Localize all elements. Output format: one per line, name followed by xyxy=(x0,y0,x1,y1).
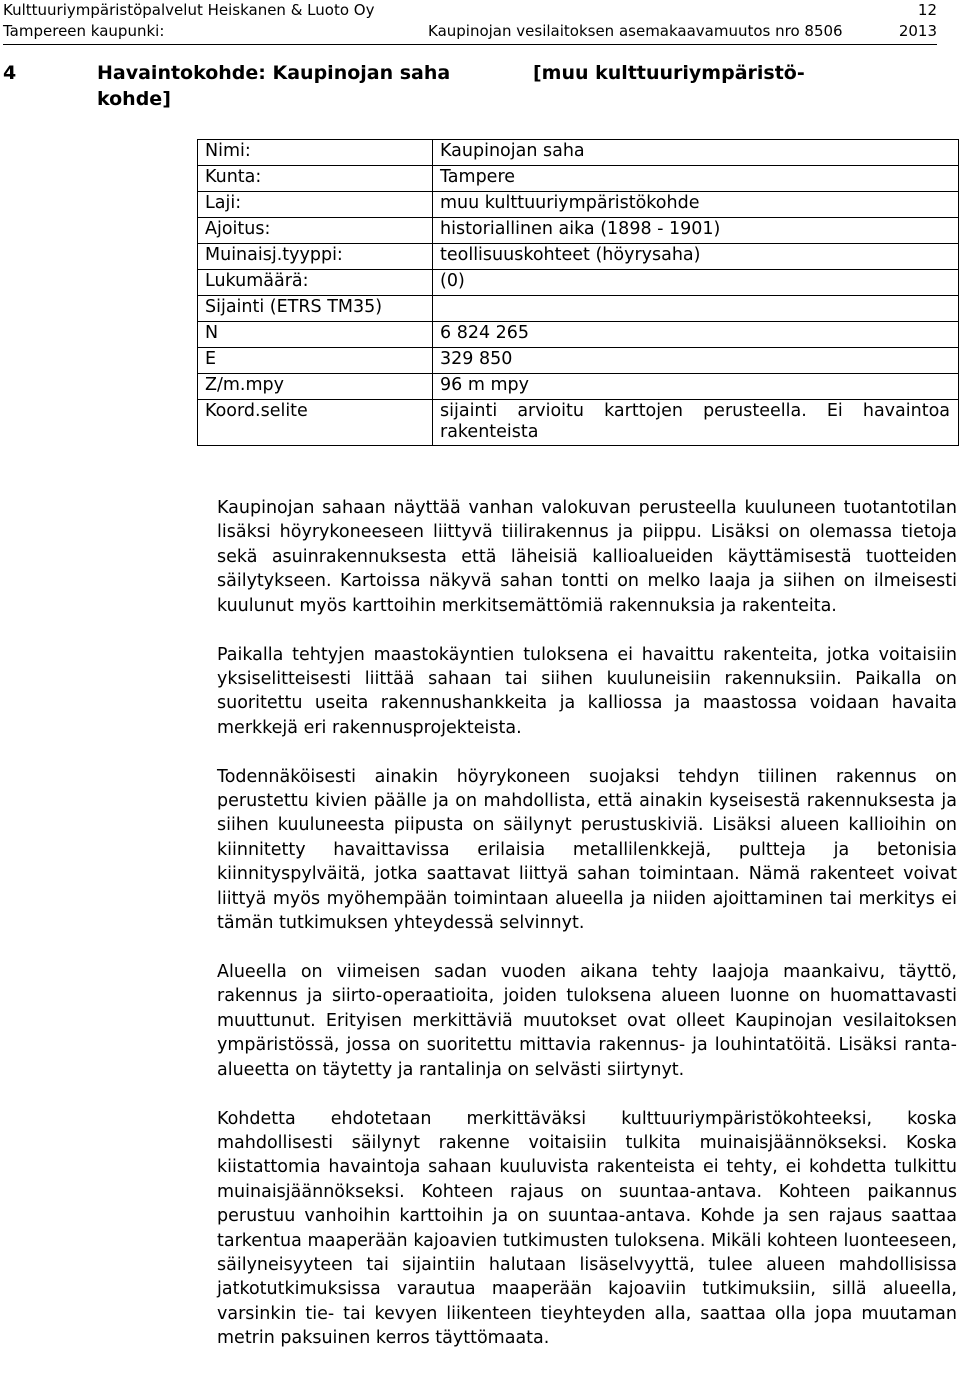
section-number: 4 xyxy=(3,62,17,84)
field-label: Laji: xyxy=(198,192,433,218)
field-label: Z/m.mpy xyxy=(198,374,433,400)
table-row xyxy=(198,270,959,296)
body-text xyxy=(217,496,957,1375)
field-value: historiallinen aika (1898 - 1901) xyxy=(433,218,959,244)
field-value: (0) xyxy=(433,270,959,296)
paragraph: Paikalla tehtyjen maastokäyntien tuloksena ei havaittu rakenteita, jotka voitaisiin yksiselitteisesti liittää sahaan tai siihen kuuluneisiin rakennuksiin. Paikalla on suoritettu useita rakennushankkeita ja kalliossa ja maastossa voidaan havaita merkkejä eri rakennusprojekteista. xyxy=(217,644,957,738)
field-label: Nimi: xyxy=(198,140,433,166)
client-name: Tampereen kaupunki: xyxy=(3,22,165,40)
table-row xyxy=(198,218,959,244)
table-row xyxy=(198,244,959,270)
header-divider xyxy=(3,44,937,45)
company-name: Kulttuuriympäristöpalvelut Heiskanen & Luoto Oy xyxy=(3,1,375,19)
table-row xyxy=(198,140,959,166)
table-row xyxy=(198,322,959,348)
field-label: Ajoitus: xyxy=(198,218,433,244)
site-info-table xyxy=(197,139,959,446)
project-name: Kaupinojan vesilaitoksen asemakaavamuutos nro 8506 xyxy=(428,22,843,40)
field-value xyxy=(433,296,959,322)
section-title: Havaintokohde: Kaupinojan saha xyxy=(97,62,451,84)
field-value: 96 m mpy xyxy=(433,374,959,400)
paragraph: Kaupinojan sahaan näyttää vanhan valokuvan perusteella kuuluneen tuotantotilan lisäksi höyrykoneeseen liittyvä tiilirakennus ja piippu. Lisäksi on olemassa tietoja sekä asuinrakennuksesta että läheisiä kallioalueiden käyttämisestä tuotteiden säilytykseen. Kartoissa näkyvä sahan tontti on melko laaja ja siihen on ilmeisesti kuulunut myös karttoihin merkitsemättömiä rakennuksia ja rakenteita. xyxy=(217,498,957,616)
field-label: Koord.selite xyxy=(198,400,433,446)
table-row xyxy=(198,296,959,322)
field-value: Tampere xyxy=(433,166,959,192)
field-value: muu kulttuuriympäristökohde xyxy=(433,192,959,218)
table-row xyxy=(198,166,959,192)
section-category-continued: kohde] xyxy=(97,88,171,110)
field-label: N xyxy=(198,322,433,348)
field-label: Lukumäärä: xyxy=(198,270,433,296)
table-row xyxy=(198,192,959,218)
field-value: sijainti arvioitu karttojen perusteella. Ei havaintoa rakenteista xyxy=(433,400,959,446)
page-number: 12 xyxy=(917,1,937,19)
field-label: Kunta: xyxy=(198,166,433,192)
paragraph: Kohdetta ehdotetaan merkittäväksi kulttuuriympäristökohteeksi, koska mahdollisesti säilynyt rakenne voitaisiin tulkita muinaisjäännökseksi. Koska kiistattomia havaintoja sahaan kuuluvista rakenteista ei tehty, ei kohdetta tulkittu muinaisjäännökseksi. Kohteen rajaus on suuntaa-antava. Kohteen paikannus perustuu vanhoihin karttoihin ja on suuntaa-antava. Kohde ja sen rajaus saattaa tarkentua maaperään kajoavien tutkimusten tuloksena. Mikäli kohteen luonteeseen, säilyneisyyteen tai sijaintiin halutaan lisäselvyyttä, tulee alueen mahdollisissa jatkotutkimuksissa varautua maaperään kajoaviin tutkimuksiin, sillä alueella, varsinkin tie- tai kevyen liikenteen tieyhteyden alla, saattaa olla jopa muutaman metrin paksuinen kerros täyttömaata. xyxy=(217,1108,957,1349)
field-value: 329 850 xyxy=(433,348,959,374)
field-value: teollisuuskohteet (höyrysaha) xyxy=(433,244,959,270)
field-label: Muinaisj.tyyppi: xyxy=(198,244,433,270)
table-row xyxy=(198,348,959,374)
field-value: Kaupinojan saha xyxy=(433,140,959,166)
year: 2013 xyxy=(898,22,937,40)
section-category: [muu kulttuuriympäristö- xyxy=(533,62,805,84)
paragraph: Todennäköisesti ainakin höyrykoneen suojaksi tehdyn tiilinen rakennus on perustettu kivien päälle ja on mahdollista, että ainakin kyseisestä rakennuksesta ja siihen kuuluneesta piipusta on säilynyt perustuskiviä. Lisäksi alueen kallioihin on kiinnitetty havaittavissa erilaisia metallilenkkejä, pultteja ja betonisia kiinnityspylväitä, jotka saattavat liittyä sahan toimintaan. Nämä rakenteet voivat liittyä myös myöhempään toimintaan alueella ja niiden ajoittaminen tai merkitys ei tämän tutkimuksen yhteydessä selvinnyt. xyxy=(217,766,957,934)
table-row xyxy=(198,400,959,446)
paragraph: Alueella on viimeisen sadan vuoden aikana tehty laajoja maankaivu, täyttö, rakennus ja siirto-operaatioita, joiden tuloksena alueen luonne on huomattavasti muuttunut. Erityisen merkittäviä muutokset ovat olleet Kaupinojan vesilaitoksen ympäristössä, jossa on suoritettu mittavia rakennus- ja louhintatöitä. Lisäksi ranta-alueetta on täytetty ja rantalinja on selvästi siirtynyt. xyxy=(217,962,957,1080)
table-row xyxy=(198,374,959,400)
field-label: E xyxy=(198,348,433,374)
field-label: Sijainti (ETRS TM35) xyxy=(198,296,433,322)
field-value: 6 824 265 xyxy=(433,322,959,348)
